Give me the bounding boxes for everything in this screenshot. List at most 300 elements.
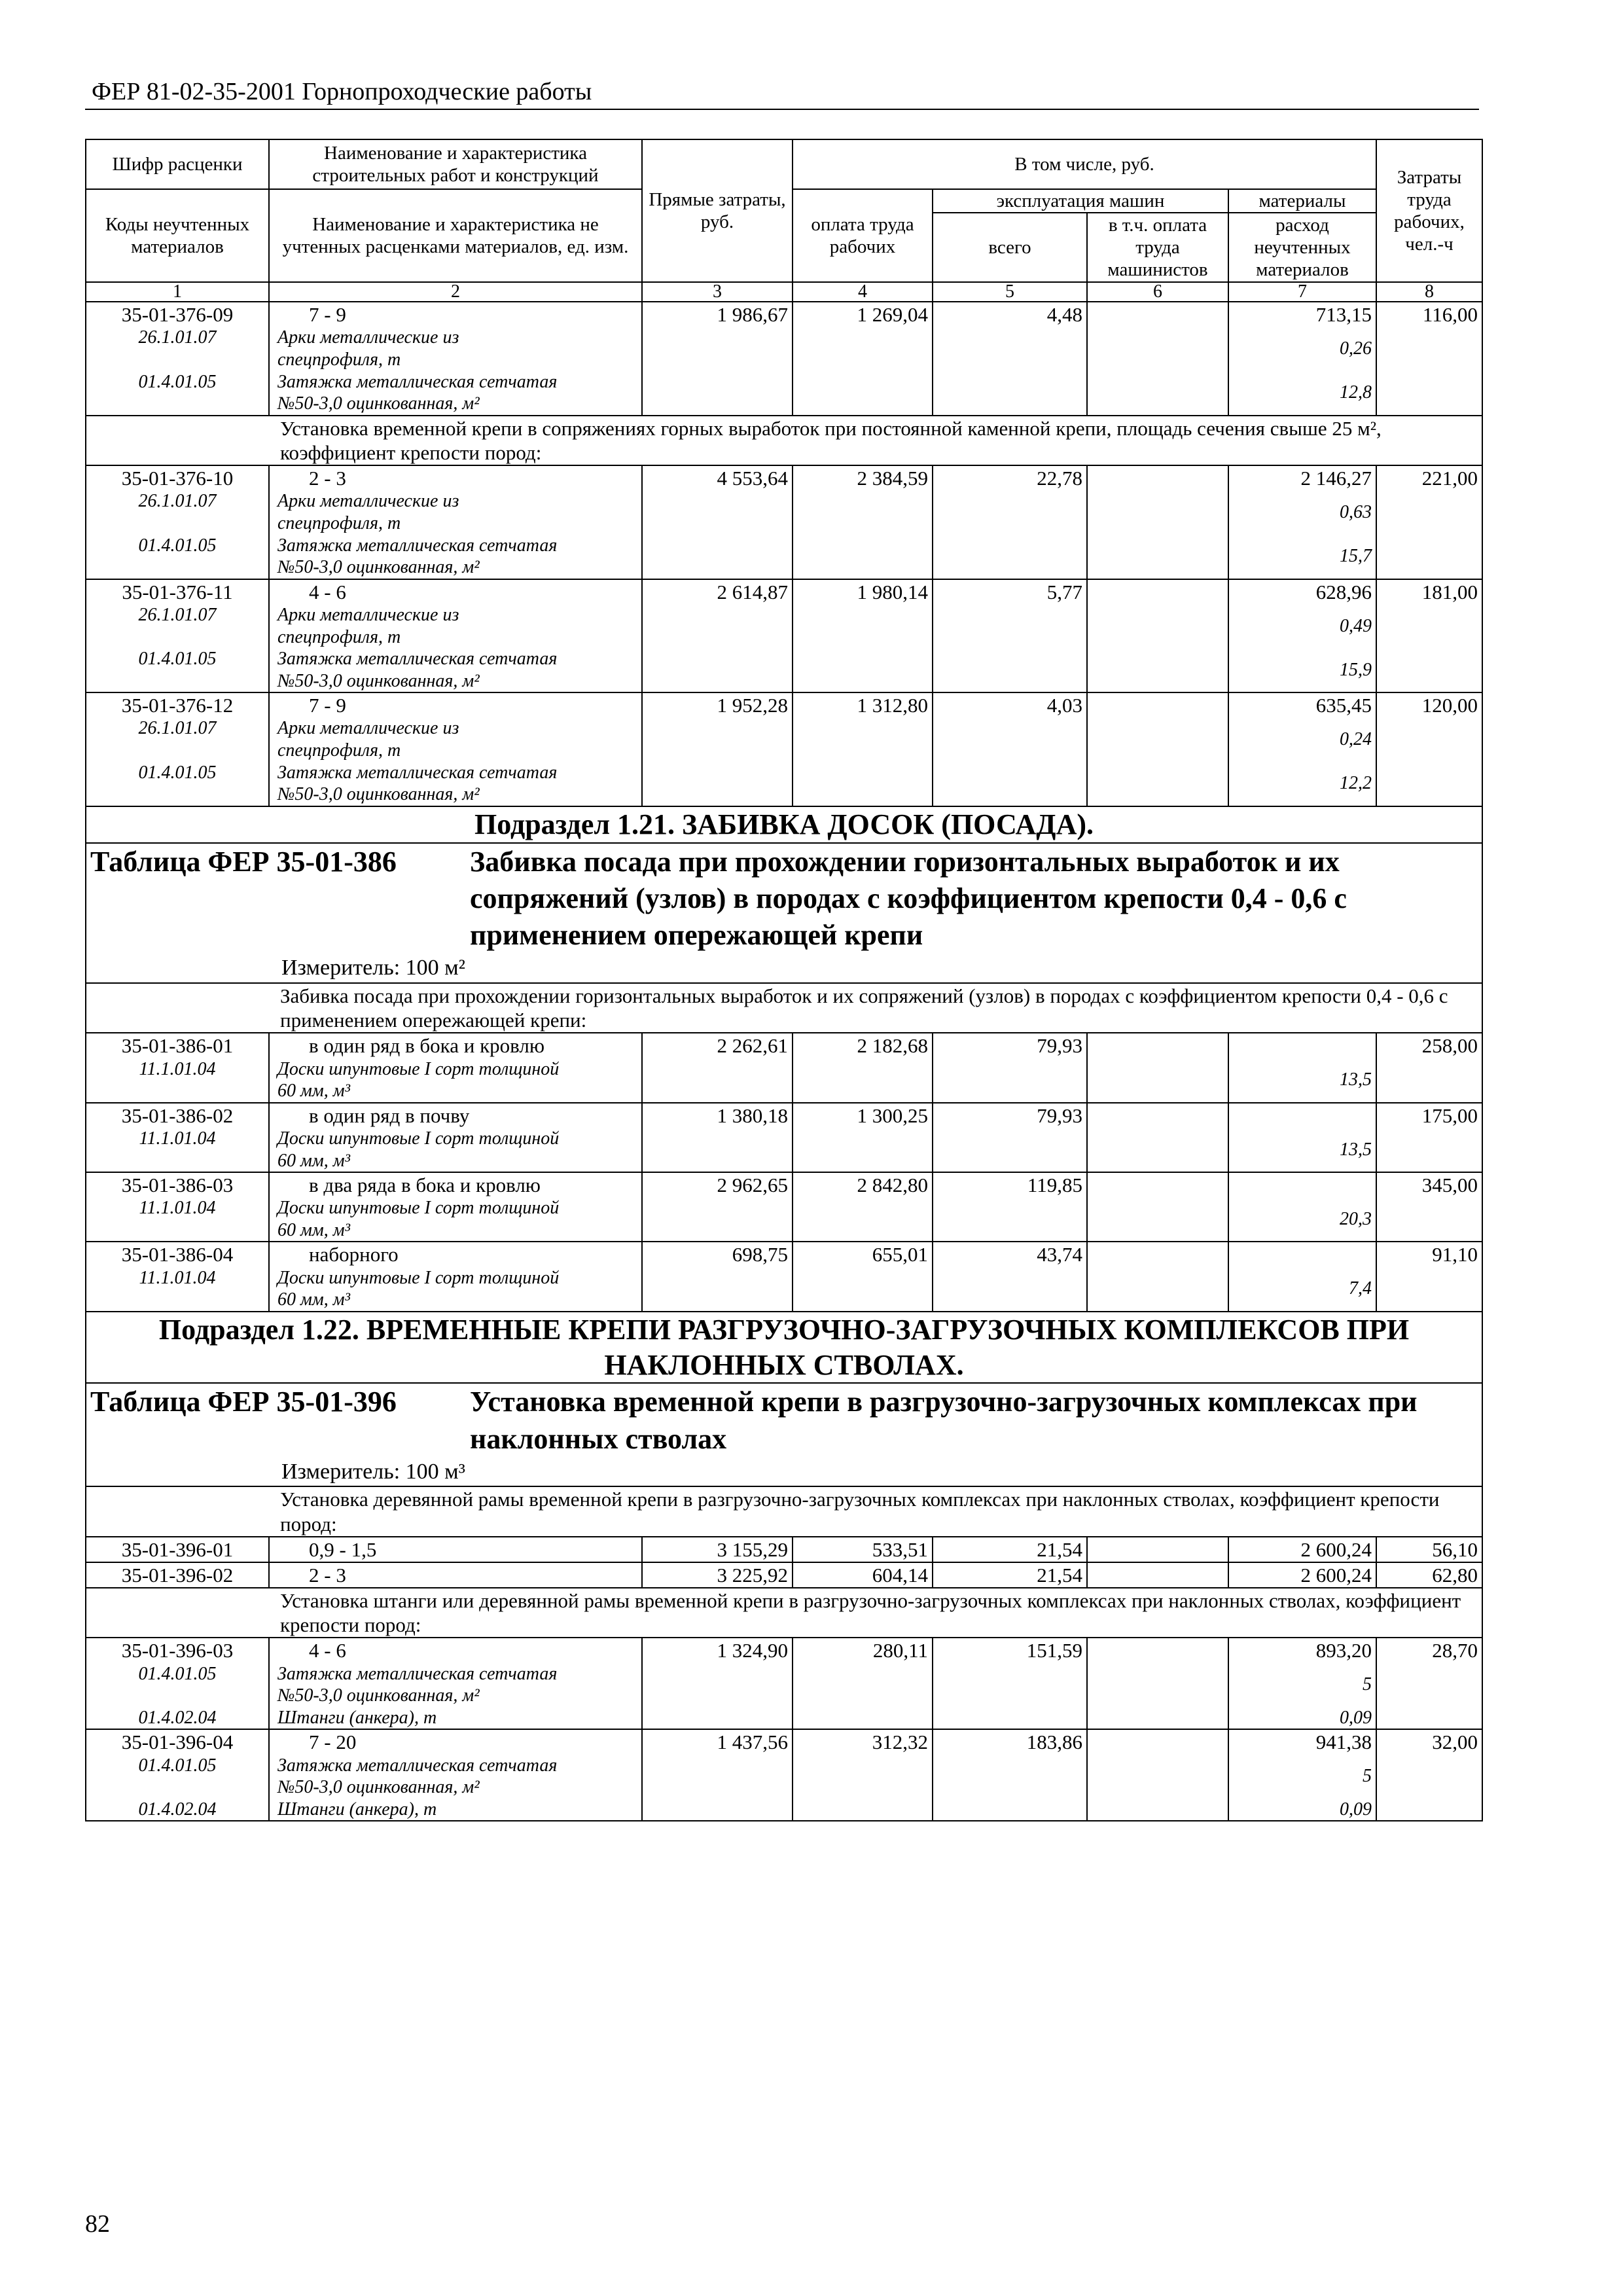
empty-cell xyxy=(793,1128,933,1172)
table-row xyxy=(86,1562,1482,1588)
empty-cell xyxy=(793,1799,933,1821)
material-name xyxy=(269,1707,642,1730)
material-name xyxy=(269,1267,642,1312)
empty-cell xyxy=(1376,1663,1482,1707)
col-num: 4 xyxy=(793,282,933,302)
rate-code: 35-01-396-03 xyxy=(86,1638,269,1662)
empty-cell xyxy=(1376,648,1482,692)
rate-code: 35-01-376-12 xyxy=(86,692,269,717)
th-mat-name: Наименование и характеристика не учтенных расценками материалов, ед. изм. xyxy=(269,189,642,282)
rate-name: 2 - 3 xyxy=(269,1562,642,1588)
empty-cell xyxy=(933,1663,1087,1707)
material-consumption: 0,09 xyxy=(1228,1799,1376,1821)
labor-pay: 655,01 xyxy=(793,1242,933,1266)
labor-hours: 56,10 xyxy=(1376,1537,1482,1562)
table-row xyxy=(86,1172,1482,1197)
material-name-line: спецпрофиля, т xyxy=(277,350,401,370)
empty-cell xyxy=(933,1707,1087,1730)
empty-cell xyxy=(933,327,1087,370)
section-1-22 xyxy=(86,1312,1482,1537)
empty-cell xyxy=(1087,604,1228,648)
material-code: 11.1.01.04 xyxy=(86,1128,269,1172)
empty-cell xyxy=(1087,1267,1228,1312)
materials-cost: 635,45 xyxy=(1228,692,1376,717)
labor-hours: 345,00 xyxy=(1376,1172,1482,1197)
material-consumption: 0,49 xyxy=(1228,604,1376,648)
rate-name: в один ряд в бока и кровлю xyxy=(269,1033,642,1058)
materials-cost: 2 146,27 xyxy=(1228,465,1376,490)
direct-cost: 1 986,67 xyxy=(642,302,793,327)
empty-cell xyxy=(793,371,933,416)
page-header: ФЕР 81-02-35-2001 Горнопроходческие работы xyxy=(92,78,592,105)
table-row xyxy=(86,465,1482,490)
labor-hours: 181,00 xyxy=(1376,579,1482,604)
table-row xyxy=(86,1033,1482,1058)
material-code: 01.4.02.04 xyxy=(86,1799,269,1821)
table-row xyxy=(86,1729,1482,1754)
material-name xyxy=(269,1663,642,1707)
machinist-pay xyxy=(1087,579,1228,604)
material-consumption: 20,3 xyxy=(1228,1197,1376,1242)
rate-name: в один ряд в почву xyxy=(269,1103,642,1128)
material-name-line: 60 мм, м³ xyxy=(277,1081,351,1102)
material-code: 01.4.01.05 xyxy=(86,535,269,579)
material-code: 01.4.01.05 xyxy=(86,648,269,692)
empty-cell xyxy=(933,371,1087,416)
material-code: 01.4.01.05 xyxy=(86,1755,269,1799)
empty-cell xyxy=(1376,490,1482,534)
table-label: Таблица ФЕР 35-01-386 xyxy=(90,845,397,878)
machines-total: 183,86 xyxy=(933,1729,1087,1754)
empty-cell xyxy=(642,1755,793,1799)
empty-cell xyxy=(933,490,1087,534)
rows-396-a xyxy=(86,1537,1482,1588)
subsection-title: Подраздел 1.22. ВРЕМЕННЫЕ КРЕПИ РАЗГРУЗОЧНО-ЗАГРУЗОЧНЫХ КОМПЛЕКСОВ ПРИ НАКЛОННЫХ СТВОЛАХ. xyxy=(86,1312,1482,1383)
col-num: 1 xyxy=(86,282,269,302)
rate-name: 4 - 6 xyxy=(269,579,642,604)
empty-cell xyxy=(933,1058,1087,1103)
empty-cell xyxy=(933,1128,1087,1172)
material-code: 26.1.01.07 xyxy=(86,327,269,370)
th-incl: В том числе, руб. xyxy=(793,139,1376,189)
group-description: Установка деревянной рамы временной крепи в разгрузочно-загрузочных комплексах при наклонных стволах, коэффициент крепости пород: xyxy=(86,1486,1482,1536)
material-consumption: 15,7 xyxy=(1228,535,1376,579)
machinist-pay xyxy=(1087,1033,1228,1058)
empty-cell xyxy=(642,1058,793,1103)
material-name-line: Затяжка металлическая сетчатая xyxy=(277,371,558,392)
empty-cell xyxy=(642,1707,793,1730)
empty-cell xyxy=(793,1197,933,1242)
rate-name: наборного xyxy=(269,1242,642,1266)
material-name xyxy=(269,1128,642,1172)
machines-total: 79,93 xyxy=(933,1033,1087,1058)
group-description: Забивка посада при прохождении горизонтальных выработок и их сопряжений (узлов) в породах с коэффициентом крепости 0,4 - 0,6 с применением опережающей крепи: xyxy=(86,983,1482,1033)
rate-name: 2 - 3 xyxy=(269,465,642,490)
rows-396-b xyxy=(86,1638,1482,1821)
rate-name: 7 - 20 xyxy=(269,1729,642,1754)
col-num: 5 xyxy=(933,282,1087,302)
empty-cell xyxy=(642,1128,793,1172)
empty-cell xyxy=(1376,1058,1482,1103)
labor-pay: 312,32 xyxy=(793,1729,933,1754)
material-name xyxy=(269,1799,642,1821)
measure: Измеритель: 100 м² xyxy=(281,956,465,980)
material-consumption: 0,26 xyxy=(1228,327,1376,370)
machinist-pay xyxy=(1087,692,1228,717)
machines-total: 79,93 xyxy=(933,1103,1087,1128)
empty-cell xyxy=(1087,490,1228,534)
material-row xyxy=(86,490,1482,534)
material-name xyxy=(269,535,642,579)
material-name xyxy=(269,1058,642,1103)
material-name xyxy=(269,1755,642,1799)
labor-pay: 1 312,80 xyxy=(793,692,933,717)
table-row xyxy=(86,1242,1482,1266)
empty-cell xyxy=(1376,762,1482,806)
col-num: 2 xyxy=(269,282,642,302)
section-1-21 xyxy=(86,806,1482,1033)
col-num: 8 xyxy=(1376,282,1482,302)
rate-code: 35-01-376-11 xyxy=(86,579,269,604)
machinist-pay xyxy=(1087,1638,1228,1662)
material-code: 11.1.01.04 xyxy=(86,1197,269,1242)
material-name-line: Доски шпунтовые I сорт толщиной xyxy=(277,1058,560,1079)
rate-name: 4 - 6 xyxy=(269,1638,642,1662)
th-direct: Прямые затраты, руб. xyxy=(642,139,793,282)
material-row xyxy=(86,648,1482,692)
desc-396-b xyxy=(86,1588,1482,1638)
direct-cost: 1 952,28 xyxy=(642,692,793,717)
material-name-line: спецпрофиля, т xyxy=(277,512,401,533)
empty-cell xyxy=(793,1663,933,1707)
empty-cell xyxy=(1087,1663,1228,1707)
labor-pay: 2 842,80 xyxy=(793,1172,933,1197)
empty-cell xyxy=(1087,1755,1228,1799)
machines-total: 151,59 xyxy=(933,1638,1087,1662)
materials-cost xyxy=(1228,1033,1376,1058)
th-machines: эксплуатация машин xyxy=(933,189,1228,213)
materials-cost xyxy=(1228,1242,1376,1266)
material-name-line: №50-3,0 оцинкованная, м² xyxy=(277,557,480,578)
measure: Измеритель: 100 м³ xyxy=(281,1459,465,1484)
materials-cost: 893,20 xyxy=(1228,1638,1376,1662)
material-name xyxy=(269,604,642,648)
empty-cell xyxy=(1376,1128,1482,1172)
material-name-line: 60 мм, м³ xyxy=(277,1219,351,1240)
th-code: Шифр расценки xyxy=(86,139,269,189)
material-name xyxy=(269,762,642,806)
material-row xyxy=(86,1755,1482,1799)
table-row xyxy=(86,1103,1482,1128)
material-name-line: Штанги (анкера), т xyxy=(277,1799,437,1820)
empty-cell xyxy=(1087,1197,1228,1242)
empty-cell xyxy=(793,327,933,370)
machinist-pay xyxy=(1087,1537,1228,1562)
empty-cell xyxy=(1087,371,1228,416)
empty-cell xyxy=(793,1267,933,1312)
empty-cell xyxy=(1087,648,1228,692)
labor-pay: 604,14 xyxy=(793,1562,933,1588)
col-num: 7 xyxy=(1228,282,1376,302)
empty-cell xyxy=(1087,1707,1228,1730)
materials-cost xyxy=(1228,1103,1376,1128)
empty-cell xyxy=(642,1267,793,1312)
material-row xyxy=(86,1663,1482,1707)
empty-cell xyxy=(642,371,793,416)
empty-cell xyxy=(793,604,933,648)
material-name-line: Арки металлические из xyxy=(277,491,459,512)
machines-total: 43,74 xyxy=(933,1242,1087,1266)
machines-total: 5,77 xyxy=(933,579,1087,604)
machinist-pay xyxy=(1087,1172,1228,1197)
materials-cost: 713,15 xyxy=(1228,302,1376,327)
col-num: 6 xyxy=(1087,282,1228,302)
labor-pay: 1 980,14 xyxy=(793,579,933,604)
empty-cell xyxy=(793,1707,933,1730)
material-name-line: Затяжка металлическая сетчатая xyxy=(277,762,558,783)
material-name-line: №50-3,0 оцинкованная, м² xyxy=(277,670,480,691)
machinist-pay xyxy=(1087,1729,1228,1754)
rate-code: 35-01-386-03 xyxy=(86,1172,269,1197)
th-mach-total: всего xyxy=(933,213,1087,282)
subsection-title: Подраздел 1.21. ЗАБИВКА ДОСОК (ПОСАДА). xyxy=(86,806,1482,843)
machines-total: 21,54 xyxy=(933,1537,1087,1562)
rate-name: 0,9 - 1,5 xyxy=(269,1537,642,1562)
th-labor-pay: оплата труда рабочих xyxy=(793,189,933,282)
labor-pay: 2 384,59 xyxy=(793,465,933,490)
empty-cell xyxy=(1376,1197,1482,1242)
materials-cost: 941,38 xyxy=(1228,1729,1376,1754)
direct-cost: 698,75 xyxy=(642,1242,793,1266)
labor-hours: 28,70 xyxy=(1376,1638,1482,1662)
direct-cost: 3 225,92 xyxy=(642,1562,793,1588)
table-row xyxy=(86,1638,1482,1662)
material-code: 01.4.01.05 xyxy=(86,371,269,416)
rate-code: 35-01-396-04 xyxy=(86,1729,269,1754)
material-row xyxy=(86,762,1482,806)
direct-cost: 1 437,56 xyxy=(642,1729,793,1754)
labor-hours: 221,00 xyxy=(1376,465,1482,490)
material-name xyxy=(269,717,642,761)
th-materials: материалы xyxy=(1228,189,1376,213)
material-name-line: №50-3,0 оцинкованная, м² xyxy=(277,1777,480,1798)
materials-cost: 628,96 xyxy=(1228,579,1376,604)
empty-cell xyxy=(642,1799,793,1821)
labor-hours: 91,10 xyxy=(1376,1242,1482,1266)
material-row xyxy=(86,1058,1482,1103)
material-code: 26.1.01.07 xyxy=(86,490,269,534)
material-name-line: Затяжка металлическая сетчатая xyxy=(277,535,558,556)
materials-cost: 2 600,24 xyxy=(1228,1562,1376,1588)
machinist-pay xyxy=(1087,1242,1228,1266)
th-mach-labor: в т.ч. оплата труда машинистов xyxy=(1087,213,1228,282)
empty-cell xyxy=(1087,1058,1228,1103)
empty-cell xyxy=(1376,604,1482,648)
material-name xyxy=(269,371,642,416)
material-row xyxy=(86,1267,1482,1312)
empty-cell xyxy=(933,717,1087,761)
empty-cell xyxy=(642,762,793,806)
empty-cell xyxy=(642,648,793,692)
material-name-line: Доски шпунтовые I сорт толщиной xyxy=(277,1128,560,1149)
material-name-line: спецпрофиля, т xyxy=(277,626,401,647)
rate-code: 35-01-386-02 xyxy=(86,1103,269,1128)
labor-hours: 116,00 xyxy=(1376,302,1482,327)
empty-cell xyxy=(642,604,793,648)
table-row xyxy=(86,302,1482,327)
labor-pay: 280,11 xyxy=(793,1638,933,1662)
material-name-line: Доски шпунтовые I сорт толщиной xyxy=(277,1267,560,1288)
empty-cell xyxy=(793,535,933,579)
rate-code: 35-01-376-09 xyxy=(86,302,269,327)
group-description: Установка временной крепи в сопряжениях горных выработок при постоянной каменной крепи, площадь сечения свыше 25 м², коэффициент крепости пород: xyxy=(86,416,1482,465)
empty-cell xyxy=(793,717,933,761)
material-consumption: 12,8 xyxy=(1228,371,1376,416)
empty-cell xyxy=(793,490,933,534)
machinist-pay xyxy=(1087,1103,1228,1128)
labor-hours: 120,00 xyxy=(1376,692,1482,717)
labor-hours: 62,80 xyxy=(1376,1562,1482,1588)
th-mat-cons: расход неучтенных материалов xyxy=(1228,213,1376,282)
empty-cell xyxy=(933,1799,1087,1821)
table-head xyxy=(86,139,1482,302)
material-name-line: Арки металлические из xyxy=(277,327,459,348)
empty-cell xyxy=(1087,535,1228,579)
material-row xyxy=(86,1799,1482,1821)
machinist-pay xyxy=(1087,302,1228,327)
direct-cost: 4 553,64 xyxy=(642,465,793,490)
empty-cell xyxy=(933,604,1087,648)
empty-cell xyxy=(1087,1128,1228,1172)
empty-cell xyxy=(933,762,1087,806)
empty-cell xyxy=(642,490,793,534)
empty-cell xyxy=(1087,1799,1228,1821)
empty-cell xyxy=(793,648,933,692)
page-number: 82 xyxy=(85,2210,110,2238)
material-code: 01.4.01.05 xyxy=(86,1663,269,1707)
table-label: Таблица ФЕР 35-01-396 xyxy=(90,1386,397,1418)
material-consumption: 13,5 xyxy=(1228,1128,1376,1172)
material-name-line: №50-3,0 оцинкованная, м² xyxy=(277,784,480,805)
material-name-line: спецпрофиля, т xyxy=(277,740,401,761)
direct-cost: 1 380,18 xyxy=(642,1103,793,1128)
rate-code: 35-01-386-04 xyxy=(86,1242,269,1266)
empty-cell xyxy=(793,1058,933,1103)
material-name-line: Затяжка металлическая сетчатая xyxy=(277,1663,558,1684)
desc-376 xyxy=(86,416,1482,465)
empty-cell xyxy=(933,1197,1087,1242)
empty-cell xyxy=(642,535,793,579)
rate-code: 35-01-396-02 xyxy=(86,1562,269,1588)
material-name xyxy=(269,327,642,370)
materials-cost: 2 600,24 xyxy=(1228,1537,1376,1562)
empty-cell xyxy=(933,1755,1087,1799)
empty-cell xyxy=(933,648,1087,692)
price-table xyxy=(85,139,1483,1821)
empty-cell xyxy=(1376,327,1482,370)
material-name-line: Затяжка металлическая сетчатая xyxy=(277,649,558,670)
material-row xyxy=(86,1128,1482,1172)
material-row xyxy=(86,535,1482,579)
empty-cell xyxy=(1376,717,1482,761)
empty-cell xyxy=(1376,535,1482,579)
table-title-396 xyxy=(86,1383,1482,1486)
table-title-386 xyxy=(86,843,1482,983)
material-name-line: №50-3,0 оцинкованная, м² xyxy=(277,1685,480,1706)
table-row xyxy=(86,579,1482,604)
header-rule xyxy=(85,109,1479,110)
material-code: 26.1.01.07 xyxy=(86,604,269,648)
material-name xyxy=(269,1197,642,1242)
material-row xyxy=(86,717,1482,761)
machines-total: 4,03 xyxy=(933,692,1087,717)
machines-total: 4,48 xyxy=(933,302,1087,327)
labor-hours: 258,00 xyxy=(1376,1033,1482,1058)
machines-total: 21,54 xyxy=(933,1562,1087,1588)
empty-cell xyxy=(642,327,793,370)
material-consumption: 5 xyxy=(1228,1663,1376,1707)
labor-pay: 2 182,68 xyxy=(793,1033,933,1058)
material-name xyxy=(269,490,642,534)
material-consumption: 0,24 xyxy=(1228,717,1376,761)
material-row xyxy=(86,604,1482,648)
empty-cell xyxy=(1087,717,1228,761)
empty-cell xyxy=(933,535,1087,579)
machinist-pay xyxy=(1087,1562,1228,1588)
table-row xyxy=(86,1537,1482,1562)
material-code: 01.4.01.05 xyxy=(86,762,269,806)
material-code: 26.1.01.07 xyxy=(86,717,269,761)
empty-cell xyxy=(1376,371,1482,416)
machines-total: 119,85 xyxy=(933,1172,1087,1197)
th-labor-cost: Затраты труда рабочих, чел.-ч xyxy=(1376,139,1482,282)
rate-name: 7 - 9 xyxy=(269,692,642,717)
material-code: 01.4.02.04 xyxy=(86,1707,269,1730)
rate-code: 35-01-376-10 xyxy=(86,465,269,490)
material-consumption: 0,09 xyxy=(1228,1707,1376,1730)
material-name-line: Доски шпунтовые I сорт толщиной xyxy=(277,1198,560,1219)
material-consumption: 13,5 xyxy=(1228,1058,1376,1103)
empty-cell xyxy=(933,1267,1087,1312)
direct-cost: 2 614,87 xyxy=(642,579,793,604)
material-row xyxy=(86,371,1482,416)
labor-pay: 1 300,25 xyxy=(793,1103,933,1128)
table-name: Забивка посада при прохождении горизонтальных выработок и их сопряжений (узлов) в породах с коэффициентом крепости 0,4 - 0,6 с применением опережающей крепи xyxy=(470,845,1347,952)
empty-cell xyxy=(1087,327,1228,370)
material-consumption: 7,4 xyxy=(1228,1267,1376,1312)
empty-cell xyxy=(1376,1707,1482,1730)
material-consumption: 0,63 xyxy=(1228,490,1376,534)
material-name-line: 60 мм, м³ xyxy=(277,1150,351,1171)
direct-cost: 2 962,65 xyxy=(642,1172,793,1197)
empty-cell xyxy=(793,1755,933,1799)
direct-cost: 2 262,61 xyxy=(642,1033,793,1058)
material-row xyxy=(86,1707,1482,1730)
materials-cost xyxy=(1228,1172,1376,1197)
empty-cell xyxy=(642,717,793,761)
material-name-line: Затяжка металлическая сетчатая xyxy=(277,1755,558,1776)
rows-376-b xyxy=(86,465,1482,806)
labor-pay: 1 269,04 xyxy=(793,302,933,327)
machines-total: 22,78 xyxy=(933,465,1087,490)
empty-cell xyxy=(1087,762,1228,806)
empty-cell xyxy=(642,1663,793,1707)
machinist-pay xyxy=(1087,465,1228,490)
empty-cell xyxy=(793,762,933,806)
material-code: 11.1.01.04 xyxy=(86,1058,269,1103)
empty-cell xyxy=(1376,1267,1482,1312)
th-mat-codes: Коды неучтенных материалов xyxy=(86,189,269,282)
